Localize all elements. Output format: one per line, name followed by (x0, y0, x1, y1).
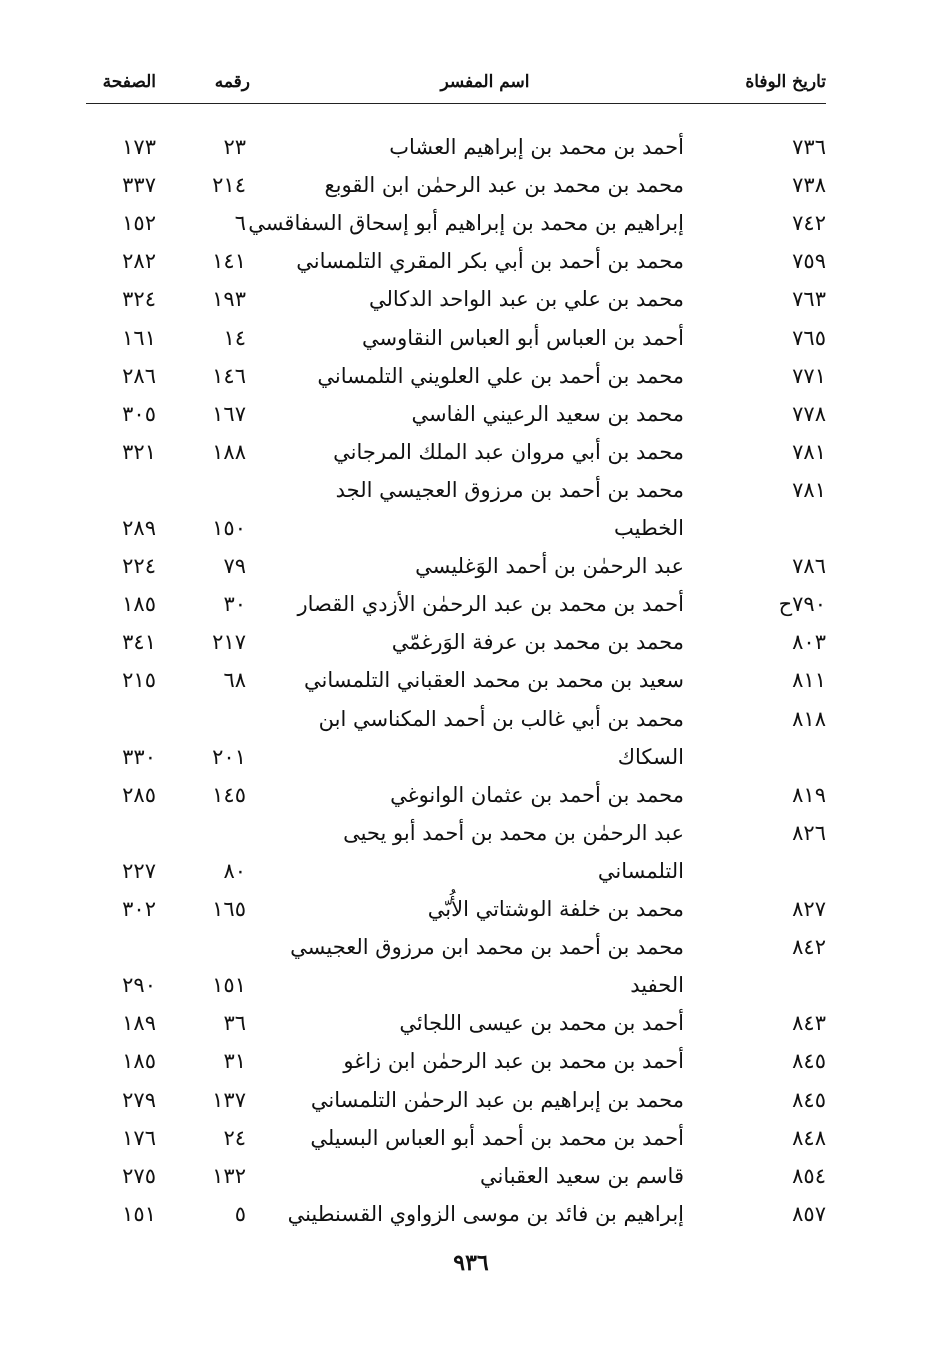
death-date-cell: ٨١٨ (792, 706, 826, 731)
page-cell: ٢٧٥ (122, 1163, 156, 1188)
name-cell: محمد بن محمد بن عرفة الوَرغمّي (391, 630, 684, 655)
name-cell: محمد بن أحمد بن مرزوق العجيسي الجد (335, 477, 684, 502)
death-date-cell: ٧٩٠ح (778, 592, 826, 617)
name-cell: محمد بن علي بن عبد الواحد الدكالي (368, 287, 684, 312)
name-cell: أحمد بن محمد بن إبراهيم العشاب (389, 135, 684, 159)
death-date-cell: ٨٥٧ (792, 1201, 826, 1226)
table-row (0, 280, 942, 318)
death-date-cell: ٧٥٩ (792, 249, 826, 274)
table-row (0, 357, 942, 395)
name-cell: أحمد بن العباس أبو العباس النقاوسي (361, 325, 684, 350)
table-row (0, 700, 942, 738)
name-cell: التلمساني (597, 858, 684, 883)
entry-number-cell: ٢٤ (223, 1125, 246, 1150)
entry-number-cell: ٣٦ (223, 1011, 246, 1036)
name-cell: إبراهيم بن فائد بن موسى الزواوي القسنطيني (287, 1201, 684, 1226)
table-row (0, 166, 942, 204)
name-cell: السكاك (617, 744, 684, 769)
death-date-cell: ٨٢٦ (792, 820, 826, 845)
table-row (0, 319, 942, 357)
page-cell: ١٧٣ (122, 135, 156, 159)
name-cell: محمد بن أحمد بن علي العلويني التلمساني (317, 363, 684, 388)
page-cell: ١٦١ (122, 325, 156, 350)
entry-number-cell: ١٣٢ (212, 1163, 246, 1188)
death-date-cell: ٧٦٥ (792, 325, 826, 350)
name-cell: عبد الرحمٰن بن محمد بن أحمد أبو يحيى (343, 820, 684, 845)
entry-number-cell: ٧٩ (223, 554, 246, 579)
entry-number-cell: ٢٠١ (212, 744, 246, 769)
death-date-cell: ٧٨٦ (792, 554, 826, 579)
entry-number-cell: ٢١٤ (212, 173, 246, 198)
page-number: ٩٣٦ (453, 1250, 489, 1276)
page-cell: ١٨٥ (122, 592, 156, 617)
entry-number-cell: ١٦٥ (212, 897, 246, 921)
name-cell: محمد بن سعيد الرعيني الفاسي (411, 401, 684, 426)
entry-number-cell: ١٦٧ (212, 401, 246, 426)
death-date-cell: ٨٠٣ (792, 630, 826, 655)
table-row (0, 242, 942, 280)
table-row (0, 395, 942, 433)
entry-number-cell: ١٩٣ (212, 287, 246, 312)
page-cell: ١٨٩ (122, 1011, 156, 1036)
name-cell: محمد بن أبي مروان عبد الملك المرجاني (333, 439, 684, 464)
table-row (0, 623, 942, 661)
name-cell: أحمد بن محمد بن عبد الرحمٰن الأزدي القصار (297, 592, 684, 617)
table-row (0, 1195, 942, 1233)
table-row (0, 776, 942, 814)
page-cell: ١٧٦ (122, 1125, 156, 1150)
page-cell: ٢٧٩ (122, 1087, 156, 1112)
header-page: الصفحة (102, 72, 156, 92)
death-date-cell: ٧٨١ (792, 439, 826, 464)
entry-number-cell: ٥ (234, 1201, 246, 1226)
entry-number-cell: ٣١ (223, 1049, 246, 1074)
death-date-cell: ٧٧٨ (792, 401, 826, 426)
name-cell: محمد بن أبي غالب بن أحمد المكناسي ابن (318, 706, 684, 731)
entry-number-cell: ١٥١ (212, 973, 246, 998)
name-cell: محمد بن محمد بن عبد الرحمٰن ابن القوبع (324, 173, 684, 198)
page-cell: ٢٨٥ (122, 782, 156, 807)
table-row (0, 204, 942, 242)
entry-number-cell: ١٥٠ (212, 516, 246, 540)
name-cell: عبد الرحمٰن بن أحمد الوَغليسي (415, 554, 684, 579)
name-cell: إبراهيم بن محمد بن إبراهيم أبو إسحاق السفاقسي (248, 211, 684, 236)
page-cell: ١٨٥ (122, 1049, 156, 1074)
table-row (0, 1004, 942, 1042)
entry-number-cell: ٢٣ (223, 135, 246, 159)
header-rule (86, 103, 826, 104)
name-cell: الخطيب (614, 516, 684, 540)
table-row (0, 128, 942, 166)
death-date-cell: ٨٤٥ (792, 1049, 826, 1074)
name-cell: محمد بن أحمد بن أبي بكر المقري التلمساني (296, 249, 684, 274)
page-cell: ٢٨٩ (122, 516, 156, 540)
page-cell: ١٥٢ (122, 211, 156, 236)
page-cell: ٣٠٥ (122, 401, 156, 426)
page-cell: ٢٨٢ (122, 249, 156, 274)
table-row (0, 1042, 942, 1080)
name-cell: محمد بن أحمد بن عثمان الوانوغي (390, 782, 684, 807)
death-date-cell: ٧٣٨ (792, 173, 826, 198)
page-cell: ٢٩٠ (122, 973, 156, 998)
death-date-cell: ٨٤٥ (792, 1087, 826, 1112)
death-date-cell: ٧٣٦ (792, 135, 826, 159)
table-row (0, 814, 942, 852)
death-date-cell: ٧٨١ (792, 477, 826, 502)
page-cell: ٣٣٠ (122, 744, 156, 769)
death-date-cell: ٨٥٤ (792, 1163, 826, 1188)
table-row (0, 966, 942, 1004)
page-cell: ٢٢٤ (122, 554, 156, 579)
entry-number-cell: ١٤٦ (212, 363, 246, 388)
table-row (0, 433, 942, 471)
table-row (0, 509, 942, 547)
page-cell: ٣٠٢ (122, 897, 156, 921)
death-date-cell: ٨١٩ (792, 782, 826, 807)
table-row (0, 738, 942, 776)
name-cell: أحمد بن محمد بن عبد الرحمٰن ابن زاغو (343, 1049, 684, 1074)
name-cell: أحمد بن محمد بن أحمد أبو العباس البسيلي (310, 1125, 684, 1150)
death-date-cell: ٧٤٢ (792, 211, 826, 236)
entry-number-cell: ١٤ (223, 325, 246, 350)
table-row (0, 585, 942, 623)
table-row (0, 547, 942, 585)
death-date-cell: ٨٤٨ (792, 1125, 826, 1150)
page-cell: ٢٨٦ (122, 363, 156, 388)
name-cell: أحمد بن محمد بن عيسى اللجائي (399, 1011, 684, 1036)
name-cell: محمد بن أحمد بن محمد ابن مرزوق العجيسي (290, 935, 684, 960)
page-cell: ٣٣٧ (122, 173, 156, 198)
table-row (0, 1157, 942, 1195)
entry-number-cell: ١٤٥ (212, 782, 246, 807)
table-row (0, 1081, 942, 1119)
death-date-cell: ٨٤٣ (792, 1011, 826, 1036)
name-cell: محمد بن خلفة الوشتاتي الأُبّي (427, 897, 684, 921)
death-date-cell: ٨٤٢ (792, 935, 826, 960)
name-cell: محمد بن إبراهيم بن عبد الرحمٰن التلمساني (310, 1087, 684, 1112)
header-death-date: تاريخ الوفاة (745, 72, 826, 92)
page-cell: ٣٤١ (122, 630, 156, 655)
page-cell: ٢٢٧ (122, 858, 156, 883)
page-cell: ٣٢١ (122, 439, 156, 464)
table-row (0, 471, 942, 509)
table-row (0, 928, 942, 966)
death-date-cell: ٧٦٣ (792, 287, 826, 312)
header-number: رقمه (214, 72, 250, 92)
entry-number-cell: ٦٨ (223, 668, 246, 693)
entry-number-cell: ١٤١ (212, 249, 246, 274)
death-date-cell: ٧٧١ (792, 363, 826, 388)
table-row (0, 852, 942, 890)
name-cell: قاسم بن سعيد العقباني (479, 1163, 684, 1188)
death-date-cell: ٨٢٧ (792, 897, 826, 921)
entry-number-cell: ٨٠ (223, 858, 246, 883)
entry-number-cell: ١٨٨ (212, 439, 246, 464)
table-row (0, 890, 942, 928)
page-cell: ٢١٥ (122, 668, 156, 693)
entry-number-cell: ٣٠ (223, 592, 246, 617)
table-row (0, 661, 942, 699)
entry-number-cell: ٢١٧ (212, 630, 246, 655)
death-date-cell: ٨١١ (792, 668, 826, 693)
page-cell: ٣٢٤ (122, 287, 156, 312)
name-cell: سعيد بن محمد بن محمد العقباني التلمساني (304, 668, 684, 693)
header-name: اسم المفسر (440, 72, 530, 92)
table-row (0, 1119, 942, 1157)
name-cell: الحفيد (630, 973, 684, 998)
page-cell: ١٥١ (122, 1201, 156, 1226)
entry-number-cell: ١٣٧ (212, 1087, 246, 1112)
entry-number-cell: ٦ (234, 211, 246, 236)
